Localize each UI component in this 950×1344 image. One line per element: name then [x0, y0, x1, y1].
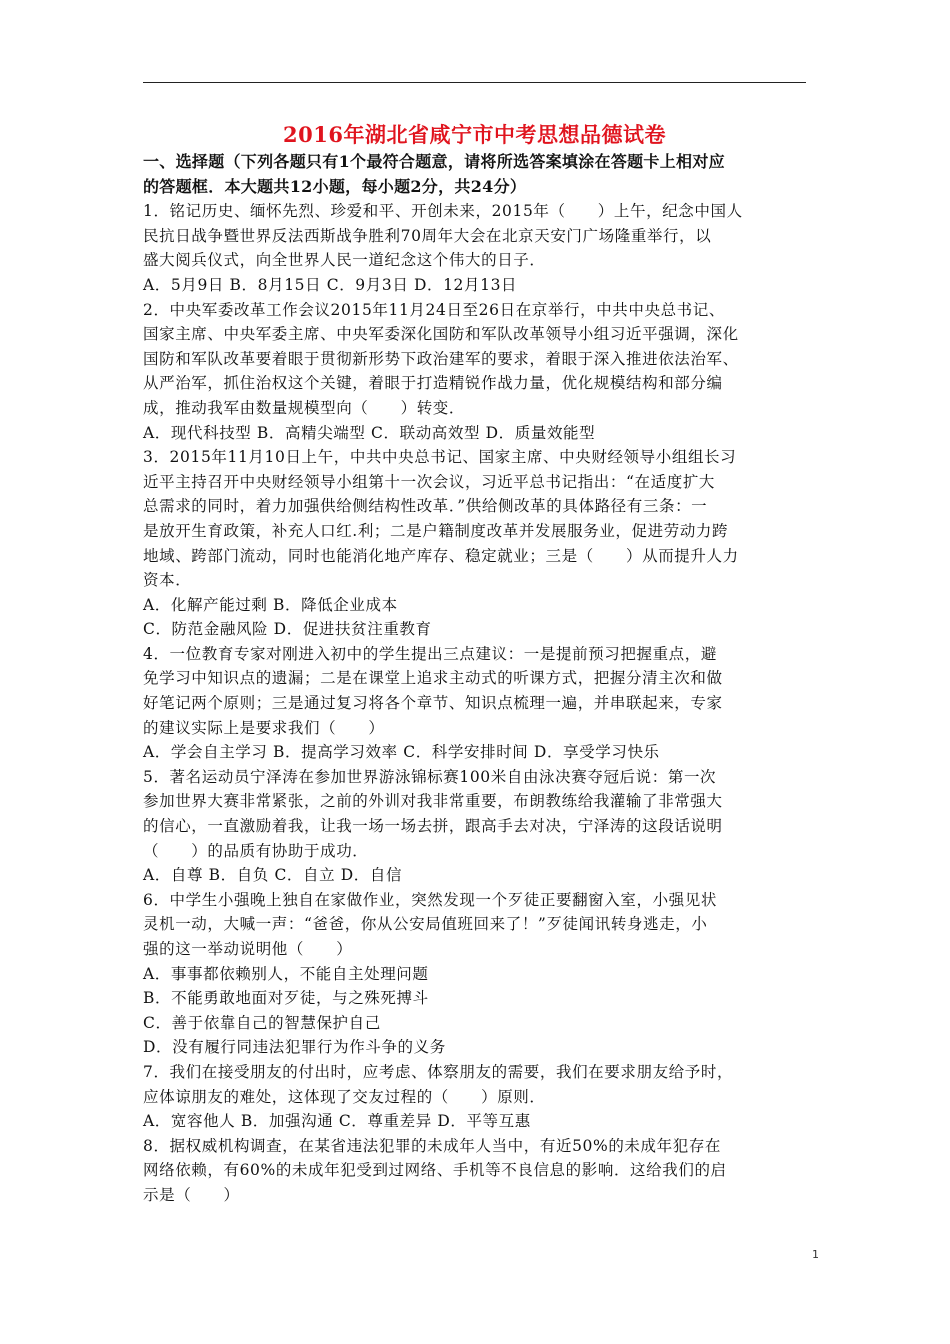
text-line: 示是（ ）: [143, 1185, 240, 1204]
text-line: 应体谅朋友的难处，这体现了交友过程的（ ）原则．: [143, 1087, 546, 1106]
text-line: 6．中学生小强晚上独自在家做作业，突然发现一个歹徒正要翻窗入室，小强见状: [143, 890, 717, 909]
text-line: A．事事都依赖别人，不能自主处理问题: [143, 964, 429, 983]
text-line: A．学会自主学习 B．提高学习效率 C．科学安排时间 D．享受学习快乐: [143, 743, 660, 762]
text-line: 强的这一举动说明他（ ）: [143, 940, 353, 958]
text-line: 8．据权威机构调查，在某省违法犯罪的未成年人当中，有近50%的未成年犯存在: [143, 1136, 722, 1155]
text-line: 网络依赖，有60%的未成年犯受到过网络、手机等不良信息的影响．这给我们的启: [143, 1161, 727, 1180]
question-body: [143, 199, 823, 1207]
text-line: 3．2015年11月10日上午，中共中央总书记、国家主席、中央财经领导小组组长习: [143, 448, 737, 467]
text-line: 7．我们在接受朋友的付出时，应考虑、体察朋友的需要，我们在要求朋友给予时，: [143, 1062, 734, 1081]
text-line: 4．一位教育专家对刚进入初中的学生提出三点建议：一是提前预习把握重点，避: [143, 644, 717, 663]
text-line: 参加世界大赛非常紧张，之前的外训对我非常重要，布朗教练给我灌输了非常强大: [143, 792, 723, 811]
text-line: （ ）的品质有协助于成功．: [143, 841, 369, 860]
text-line: A．宽容他人 B．加强沟通 C．尊重差异 D．平等互惠: [143, 1112, 531, 1131]
text-line: 资本．: [143, 571, 192, 590]
text-line: 1．铭记历史、缅怀先烈、珍爱和平、开创未来，2015年（ ）上午，纪念中国人: [143, 202, 743, 221]
text-line: 的信心，一直激励着我，让我一场一场去拼，跟高手去对决，宁泽涛的这段话说明: [143, 817, 723, 836]
section-heading-line: 的答题框．本大题共12小题，每小题2分，共24分）: [143, 176, 527, 196]
section-heading-line: 一、选择题（下列各题只有1个最符合题意，请将所选答案填涂在答题卡上相对应: [143, 152, 725, 171]
text-line: 地域、跨部门流动，同时也能消化地产库存、稳定就业；三是（ ）从而提升人力: [143, 546, 739, 565]
text-line: B．不能勇敢地面对歹徒，与之殊死搏斗: [143, 989, 429, 1008]
text-line: C．善于依靠自己的智慧保护自己: [143, 1013, 381, 1032]
text-line: 盛大阅兵仪式，向全世界人民一道纪念这个伟大的日子．: [143, 251, 546, 270]
text-line: D．没有履行同违法犯罪行为作斗争的义务: [143, 1038, 446, 1057]
text-line: 是放开生育政策，补充人口红.利；二是户籍制度改革并发展服务业，促进劳动力跨: [143, 521, 729, 540]
text-line: A．5月9日 B．8月15日 C．9月3日 D．12月13日: [143, 275, 518, 294]
text-line: 近平主持召开中央财经领导小组第十一次会议，习近平总书记指出：“在适度扩大: [143, 472, 716, 491]
text-line: 总需求的同时，着力加强供给侧结构性改革．”供给侧改革的具体路径有三条：一: [143, 497, 708, 516]
exam-title: 2016年湖北省咸宁市中考思想品德试卷: [283, 122, 666, 147]
text-line: 好笔记两个原则；三是通过复习将各个章节、知识点梳理一遍，并串联起来，专家: [143, 694, 723, 713]
text-line: A．自尊 B．自负 C．自立 D．自信: [143, 866, 403, 885]
text-line: 5．著名运动员宁泽涛在参加世界游泳锦标赛100米自由泳决赛夺冠后说：第一次: [143, 767, 717, 786]
section-heading: [143, 150, 823, 199]
text-line: 国防和军队改革要着眼于贯彻新形势下政治建军的要求，着眼于深入推进依法治军、: [143, 349, 739, 368]
text-line: A．化解产能过剩 B．降低企业成本: [143, 595, 398, 614]
text-line: A．现代科技型 B．高精尖端型 C．联动高效型 D．质量效能型: [143, 423, 596, 442]
text-line: 从严治军，抓住治权这个关键，着眼于打造精锐作战力量，优化规模结构和部分编: [143, 374, 723, 393]
text-line: 民抗日战争暨世界反法西斯战争胜利70周年大会在北京天安门广场隆重举行，以: [143, 226, 712, 245]
text-line: 灵机一动，大喊一声：“爸爸，你从公安局值班回来了！”歹徒闻讯转身逃走，小: [143, 915, 708, 934]
header-rule: [143, 82, 806, 83]
text-line: 的建议实际上是要求我们（ ）: [143, 718, 385, 737]
text-line: 免学习中知识点的遗漏；二是在课堂上追求主动式的听课方式，把握分清主次和做: [143, 669, 723, 688]
text-line: 2．中央军委改革工作会议2015年11月24日至26日在京举行，中共中央总书记、: [143, 300, 725, 319]
text-line: C．防范金融风险 D．促进扶贫注重教育: [143, 620, 432, 639]
text-line: 国家主席、中央军委主席、中央军委深化国防和军队改革领导小组习近平强调，深化: [143, 325, 739, 344]
text-line: 成，推动我军由数量规模型向（ ）转变．: [143, 398, 466, 417]
page-number: 1: [812, 1248, 819, 1261]
exam-content: [143, 150, 823, 1208]
